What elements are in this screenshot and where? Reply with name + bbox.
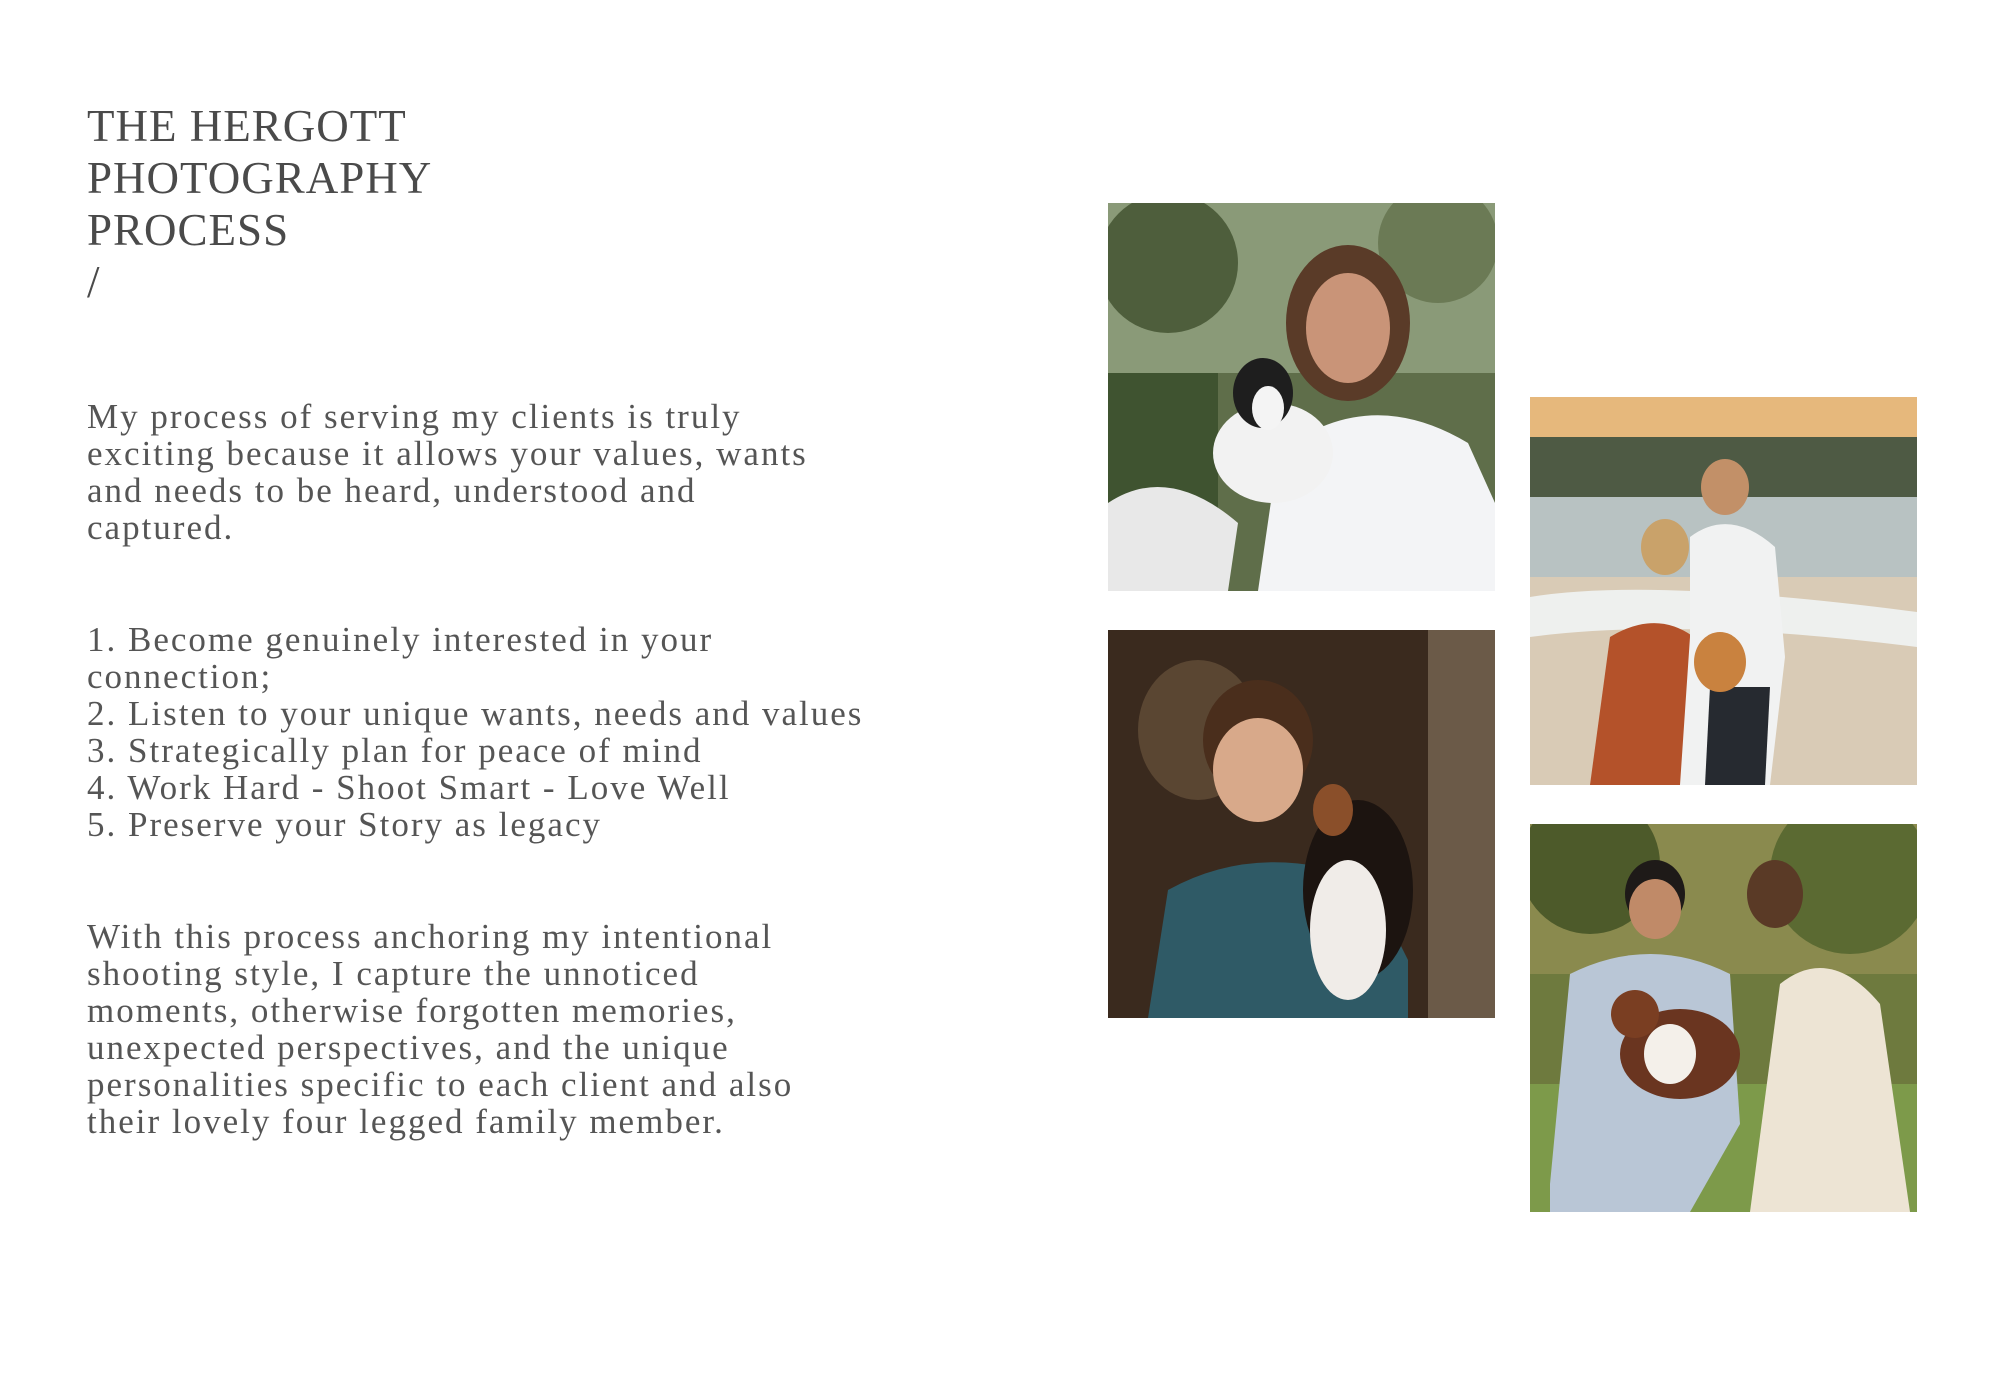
- step-item-1-continued: connection;: [87, 657, 273, 696]
- photo-couple-grass-with-dog: [1530, 824, 1917, 1212]
- outro-line: moments, otherwise forgotten memories,: [87, 991, 737, 1030]
- step-item-3: 3. Strategically plan for peace of mind: [87, 731, 703, 770]
- intro-paragraph: [87, 398, 967, 546]
- process-steps-list: [87, 621, 967, 843]
- title-slash: /: [87, 257, 101, 307]
- intro-line: and needs to be heard, understood and: [87, 471, 697, 510]
- title-line-3: PROCESS: [87, 205, 290, 255]
- outro-line: shooting style, I capture the unnoticed: [87, 954, 700, 993]
- step-item-2: 2. Listen to your unique wants, needs and values: [87, 694, 864, 733]
- outro-line: their lovely four legged family member.: [87, 1102, 725, 1141]
- intro-line: My process of serving my clients is truly: [87, 397, 742, 436]
- intro-line: captured.: [87, 508, 235, 547]
- outro-line: personalities specific to each client and also: [87, 1065, 794, 1104]
- photo-boy-with-dog: [1108, 630, 1495, 1018]
- photo-woman-with-dog: [1108, 203, 1495, 591]
- step-item-5: 5. Preserve your Story as legacy: [87, 805, 602, 844]
- closing-paragraph: [87, 918, 967, 1140]
- outro-line: unexpected perspectives, and the unique: [87, 1028, 730, 1067]
- title-line-1: THE HERGOTT: [87, 101, 407, 151]
- photo-couple-beach-with-dog: [1530, 397, 1917, 785]
- title-line-2: PHOTOGRAPHY: [87, 153, 433, 203]
- outro-line: With this process anchoring my intentional: [87, 917, 774, 956]
- step-item-4: 4. Work Hard - Shoot Smart - Love Well: [87, 768, 731, 807]
- intro-line: exciting because it allows your values, wants: [87, 434, 808, 473]
- page-title: [87, 100, 647, 308]
- step-item-1: 1. Become genuinely interested in your: [87, 620, 714, 659]
